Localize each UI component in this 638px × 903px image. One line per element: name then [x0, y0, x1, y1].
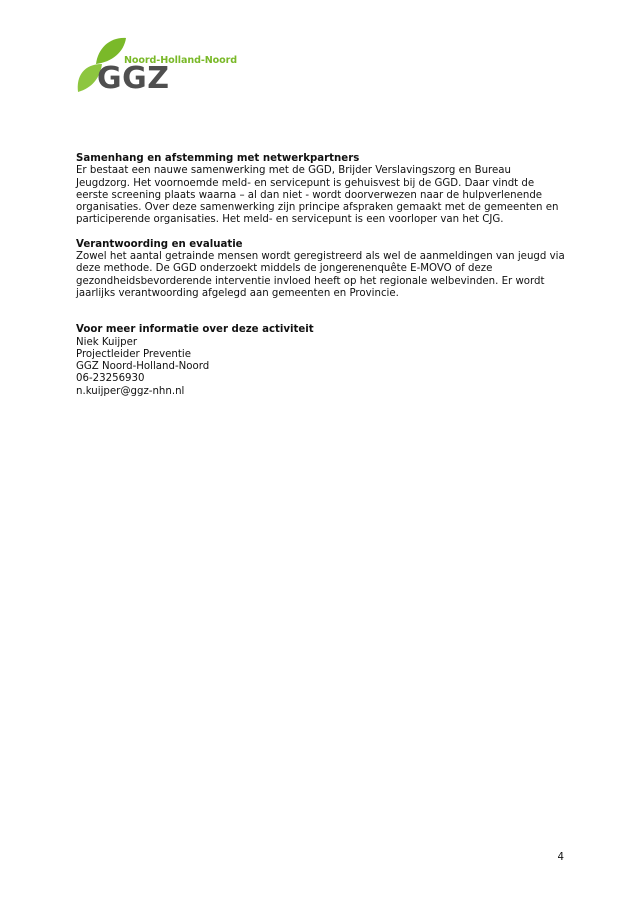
logo-subtitle: Noord-Holland-Noord: [124, 55, 238, 66]
contact-name: Niek Kuijper: [76, 336, 138, 348]
contact-email[interactable]: n.kuijper@ggz-nhn.nl: [76, 385, 185, 397]
section-verantwoording: [76, 239, 566, 300]
contact-block: [76, 324, 566, 398]
contact-organization: GGZ Noord-Holland-Noord: [76, 361, 210, 373]
section-paragraph: Er bestaat een nauwe samenwerking met de GGD, Brijder Verslavingszorg en Bureau Jeugdzorg. Het voornoemde meld- en servicepunt is gehuisvest bij de GGD. Daar vindt de eerste screening plaats waarna – al dan niet - wordt doorverwezen naar de hulpverlenende organisaties. Over deze samenwerking zijn principe afspraken gemaakt met de gemeenten en participerende organisaties. Het meld- en servicepunt is een voorloper van het CJG.: [76, 165, 559, 226]
contact-phone: 06-23256930: [76, 373, 145, 385]
section-paragraph: Zowel het aantal getrainde mensen wordt geregistreerd als wel de aanmeldingen van jeugd via deze methode. De GGD onderzoekt middels de jongerenenquête E-MOVO of deze gezondheidsbevorderende interventie invloed heeft op het regionale welbevinden. Er wordt jaarlijks verantwoording afgelegd aan gemeenten en Provincie.: [76, 251, 565, 299]
section-heading: Samenhang en afstemming met netwerkpartners: [76, 153, 360, 164]
contact-heading: Voor meer informatie over deze activiteit: [76, 324, 314, 336]
ggz-logo: [74, 34, 244, 100]
contact-role: Projectleider Preventie: [76, 348, 191, 360]
document-body: [76, 153, 566, 398]
section-netwerkpartners: [76, 153, 566, 227]
section-heading: Verantwoording en evaluatie: [76, 238, 243, 250]
logo-name: GGZ: [97, 61, 170, 96]
page-number: 4: [557, 852, 564, 863]
